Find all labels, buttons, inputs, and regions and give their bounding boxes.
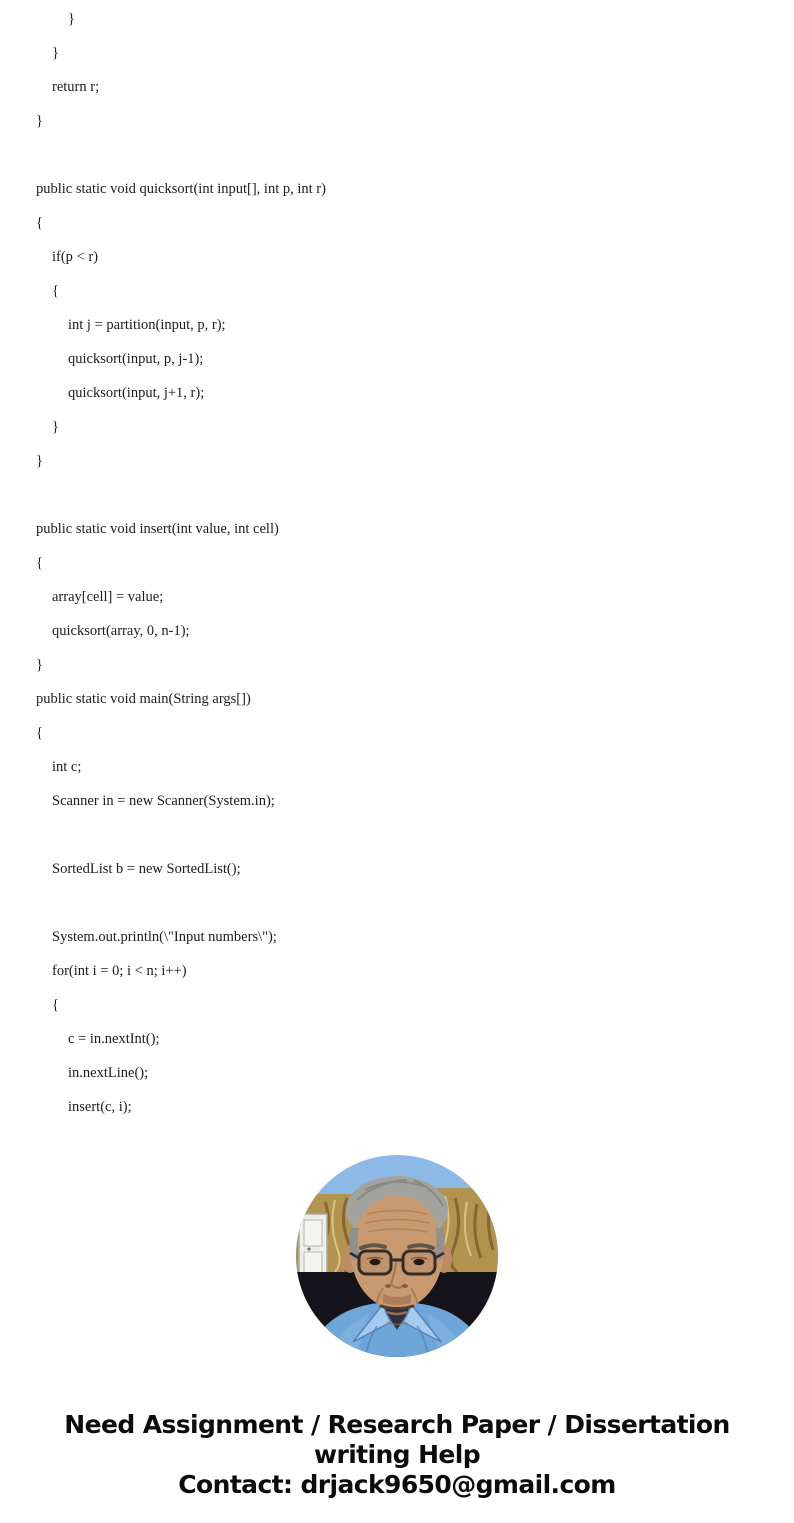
code-line: { bbox=[36, 555, 43, 571]
code-line: { bbox=[52, 997, 59, 1013]
code-line: quicksort(array, 0, n-1); bbox=[52, 623, 190, 639]
code-line bbox=[36, 886, 794, 920]
code-line: { bbox=[52, 283, 59, 299]
code-line: } bbox=[36, 657, 43, 673]
code-line: public static void main(String args[]) bbox=[36, 691, 251, 707]
code-line: c = in.nextInt(); bbox=[68, 1031, 160, 1047]
code-line bbox=[36, 478, 794, 512]
code-line: { bbox=[36, 215, 43, 231]
code-line bbox=[36, 138, 794, 172]
code-line: } bbox=[36, 453, 43, 469]
portrait-photo bbox=[295, 1154, 499, 1358]
code-line: } bbox=[68, 11, 75, 27]
code-line: SortedList b = new SortedList(); bbox=[52, 861, 241, 877]
code-line: } bbox=[52, 419, 59, 435]
footer-heading-line1: Need Assignment / Research Paper / Dissertation bbox=[64, 1410, 730, 1439]
footer-advert bbox=[0, 1410, 794, 1500]
code-line: public static void quicksort(int input[], int p, int r) bbox=[36, 181, 326, 197]
code-line: in.nextLine(); bbox=[68, 1065, 149, 1081]
code-line: return r; bbox=[52, 79, 100, 95]
code-line: } bbox=[36, 113, 43, 129]
code-line: quicksort(input, j+1, r); bbox=[68, 385, 205, 401]
portrait-photo-image bbox=[295, 1154, 499, 1358]
footer-contact-email: Contact: drjack9650@gmail.com bbox=[178, 1470, 616, 1499]
code-line: } bbox=[52, 45, 59, 61]
code-line: int c; bbox=[52, 759, 82, 775]
code-line: int j = partition(input, p, r); bbox=[68, 317, 226, 333]
code-line: if(p < r) bbox=[52, 249, 99, 265]
code-line: for(int i = 0; i < n; i++) bbox=[52, 963, 187, 979]
code-line: Scanner in = new Scanner(System.in); bbox=[52, 793, 275, 809]
code-line: array[cell] = value; bbox=[52, 589, 164, 605]
code-line: public static void insert(int value, int cell) bbox=[36, 521, 279, 537]
code-line: { bbox=[36, 725, 43, 741]
footer-heading-line2: writing Help bbox=[313, 1440, 481, 1469]
code-line: insert(c, i); bbox=[68, 1099, 132, 1115]
code-line bbox=[36, 818, 794, 852]
code-line: quicksort(input, p, j-1); bbox=[68, 351, 204, 367]
code-line: System.out.println(\"Input numbers\"); bbox=[52, 929, 277, 945]
